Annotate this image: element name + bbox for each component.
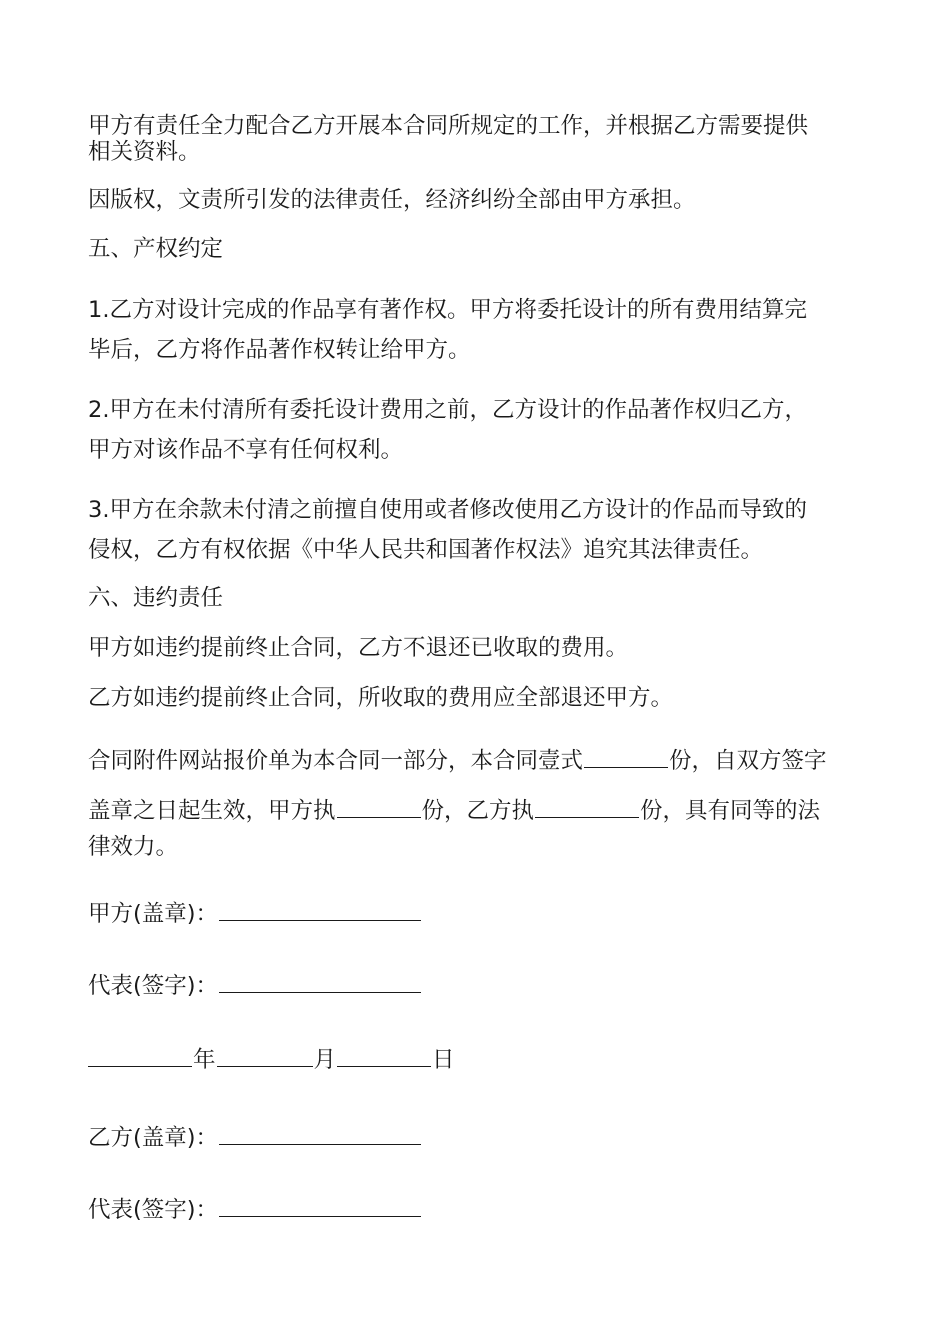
day-label: 日 (432, 1047, 455, 1073)
paragraph-breach-party-b: 乙方如违约提前终止合同，所收取的费用应全部退还甲方。 (88, 685, 674, 711)
attachment-text-a: 合同附件网站报价单为本合同一部分，本合同壹式 (88, 748, 584, 774)
section-title-breach: 六、违约责任 (88, 585, 224, 611)
clause-1-line2: 毕后，乙方将作品著作权转让给甲方。 (88, 337, 471, 363)
month-blank[interactable] (217, 1044, 313, 1067)
month-label: 月 (313, 1047, 337, 1073)
party-a-seal-row (88, 898, 868, 928)
paragraph-cooperation-line1: 甲方有责任全力配合乙方开展本合同所规定的工作，并根据乙方需要提供 (88, 113, 809, 139)
paragraph-copyright-liability: 因版权，文责所引发的法律责任，经济纠纷全部由甲方承担。 (88, 187, 696, 213)
clause-3-line2: 侵权，乙方有权依据《中华人民共和国著作权法》追究其法律责任。 (88, 537, 764, 563)
attachment-text-b: 份，自双方签字 (669, 748, 827, 774)
party-b-rep-blank[interactable] (219, 1194, 421, 1217)
paragraph-breach-party-a: 甲方如违约提前终止合同，乙方不退还已收取的费用。 (88, 635, 629, 661)
clause-3-line1: 3.甲方在余款未付清之前擅自使用或者修改使用乙方设计的作品而导致的 (88, 497, 807, 523)
party-b-rep-label: 代表(签字)： (88, 1197, 219, 1223)
date-row (88, 1044, 868, 1074)
clause-1-line1: 1.乙方对设计完成的作品享有著作权。甲方将委托设计的所有费用结算完 (88, 297, 807, 323)
copies-party-a-blank[interactable] (337, 795, 421, 818)
attachment-clause-line3: 律效力。 (88, 834, 179, 860)
party-b-seal-row (88, 1122, 868, 1152)
clause-2-line2: 甲方对该作品不享有任何权利。 (88, 437, 404, 463)
clause-2-line1: 2.甲方在未付清所有委托设计费用之前，乙方设计的作品著作权归乙方， (88, 397, 807, 423)
section-title-property-rights: 五、产权约定 (88, 236, 224, 262)
party-b-seal-blank[interactable] (219, 1122, 421, 1145)
year-blank[interactable] (88, 1044, 192, 1067)
party-a-seal-blank[interactable] (219, 898, 421, 921)
attachment-text-e: 份，具有同等的法 (640, 798, 821, 824)
party-b-seal-label: 乙方(盖章)： (88, 1125, 219, 1151)
day-blank[interactable] (337, 1044, 431, 1067)
attachment-text-c: 盖章之日起生效，甲方执 (88, 798, 336, 824)
party-a-seal-label: 甲方(盖章)： (88, 901, 219, 927)
party-b-rep-row (88, 1194, 868, 1224)
party-a-rep-blank[interactable] (219, 970, 421, 993)
copies-party-b-blank[interactable] (535, 795, 639, 818)
party-a-rep-row (88, 970, 868, 1000)
attachment-text-d: 份，乙方执 (421, 798, 535, 824)
paragraph-cooperation-line2: 相关资料。 (88, 139, 201, 165)
party-a-rep-label: 代表(签字)： (88, 973, 219, 999)
attachment-clause-line2 (88, 795, 868, 825)
copies-total-blank[interactable] (584, 745, 668, 768)
attachment-clause-line1 (88, 745, 868, 775)
year-label: 年 (193, 1047, 216, 1073)
